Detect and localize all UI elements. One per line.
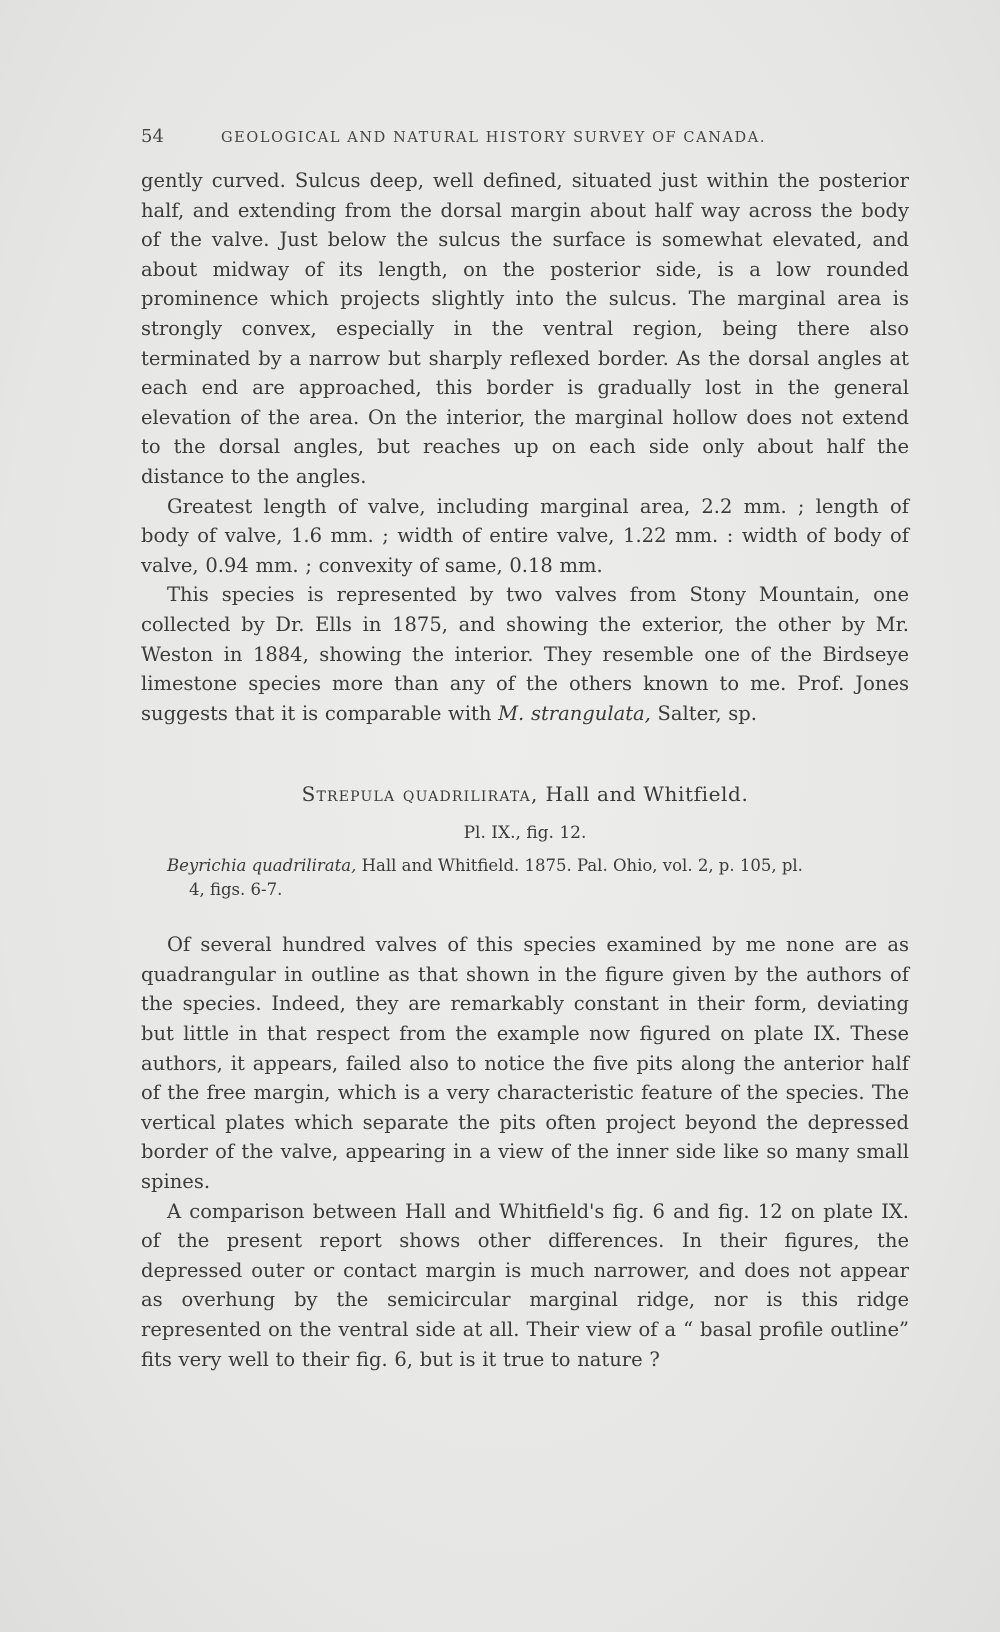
occurrence-text: This species is represented by two valves from Stony Mountain, one collected by Dr. Ells in 1875, and showing the exterior, the other by Mr. Weston in 1884, showing the interior. They resemble one of the Birdseye limestone species more than any of the others known to me. Prof. Jones suggests that it is comparable with	[141, 583, 909, 725]
paragraph-measurements: Greatest length of valve, including marginal area, 2.2 mm. ; length of body of valve, 1.6 mm. ; width of entire valve, 1.22 mm. : width of body of valve, 0.94 mm. ; convexity of same, 0.18 mm.	[141, 494, 909, 577]
page-number: 54	[141, 126, 164, 147]
synonymy-species-name: Beyrichia quadrilirata,	[167, 856, 357, 876]
page-content	[141, 126, 909, 1374]
plate-reference: Pl. IX., fig. 12.	[463, 823, 587, 844]
paragraph-description-continued: gently curved. Sulcus deep, well defined, situated just within the posterior half, and extending from the dorsal margin about half way across the body of the valve. Just below the sulcus the surface is somewhat elevated, and about midway of its length, on the posterior side, is a low rounded prominence which projects slightly into the sulcus. The marginal area is strongly convex, especially in the ventral region, being there also terminated by a narrow but sharply reflexed border. As the dorsal angles at each end are approached, this border is gradually lost in the general elevation of the area. On the interior, the marginal hollow does not extend to the dorsal angles, but reaches up on each side only about half the distance to the angles.	[141, 169, 909, 488]
running-head	[141, 126, 909, 166]
occurrence-text-end: Salter, sp.	[650, 701, 757, 725]
paragraph-occurrence	[141, 580, 909, 728]
running-title: GEOLOGICAL AND NATURAL HISTORY SURVEY OF CANADA.	[221, 130, 767, 146]
species-name-italic: M. strangulata,	[498, 701, 651, 725]
paragraph-differences: A comparison between Hall and Whitfield's fig. 6 and fig. 12 on plate IX. of the present report shows other differences. In their figures, the depressed outer or contact margin is much narrower, and does not appear as overhung by the semicircular marginal ridge, nor is this ridge represented on the ventral side at all. Their view of a “ basal profile outline” fits very well to their fig. 6, but is it true to nature ?	[141, 1199, 909, 1371]
species-heading-name: Strepula quadrilirata,	[301, 782, 539, 807]
species-heading	[141, 780, 909, 808]
synonymy-citation-continued: 4, figs. 6-7.	[189, 880, 283, 900]
species-heading-authors: Hall and Whitfield.	[538, 782, 749, 807]
paragraph-comparison: Of several hundred valves of this species examined by me none are as quadrangular in outline as that shown in the figure given by the authors of the species. Indeed, they are remarkably constant in their form, deviating but little in that respect from the example now figured on plate IX. These authors, it appears, failed also to notice the five pits along the anterior half of the free margin, which is a very characteristic feature of the species. The vertical plates which separate the pits often project beyond the depressed border of the valve, appearing in a view of the inner side like so many small spines.	[141, 933, 909, 1194]
spacer	[141, 902, 909, 930]
synonymy-entry	[141, 854, 909, 902]
synonymy-citation: Hall and Whitfield. 1875. Pal. Ohio, vol. 2, p. 105, pl.	[356, 856, 803, 876]
